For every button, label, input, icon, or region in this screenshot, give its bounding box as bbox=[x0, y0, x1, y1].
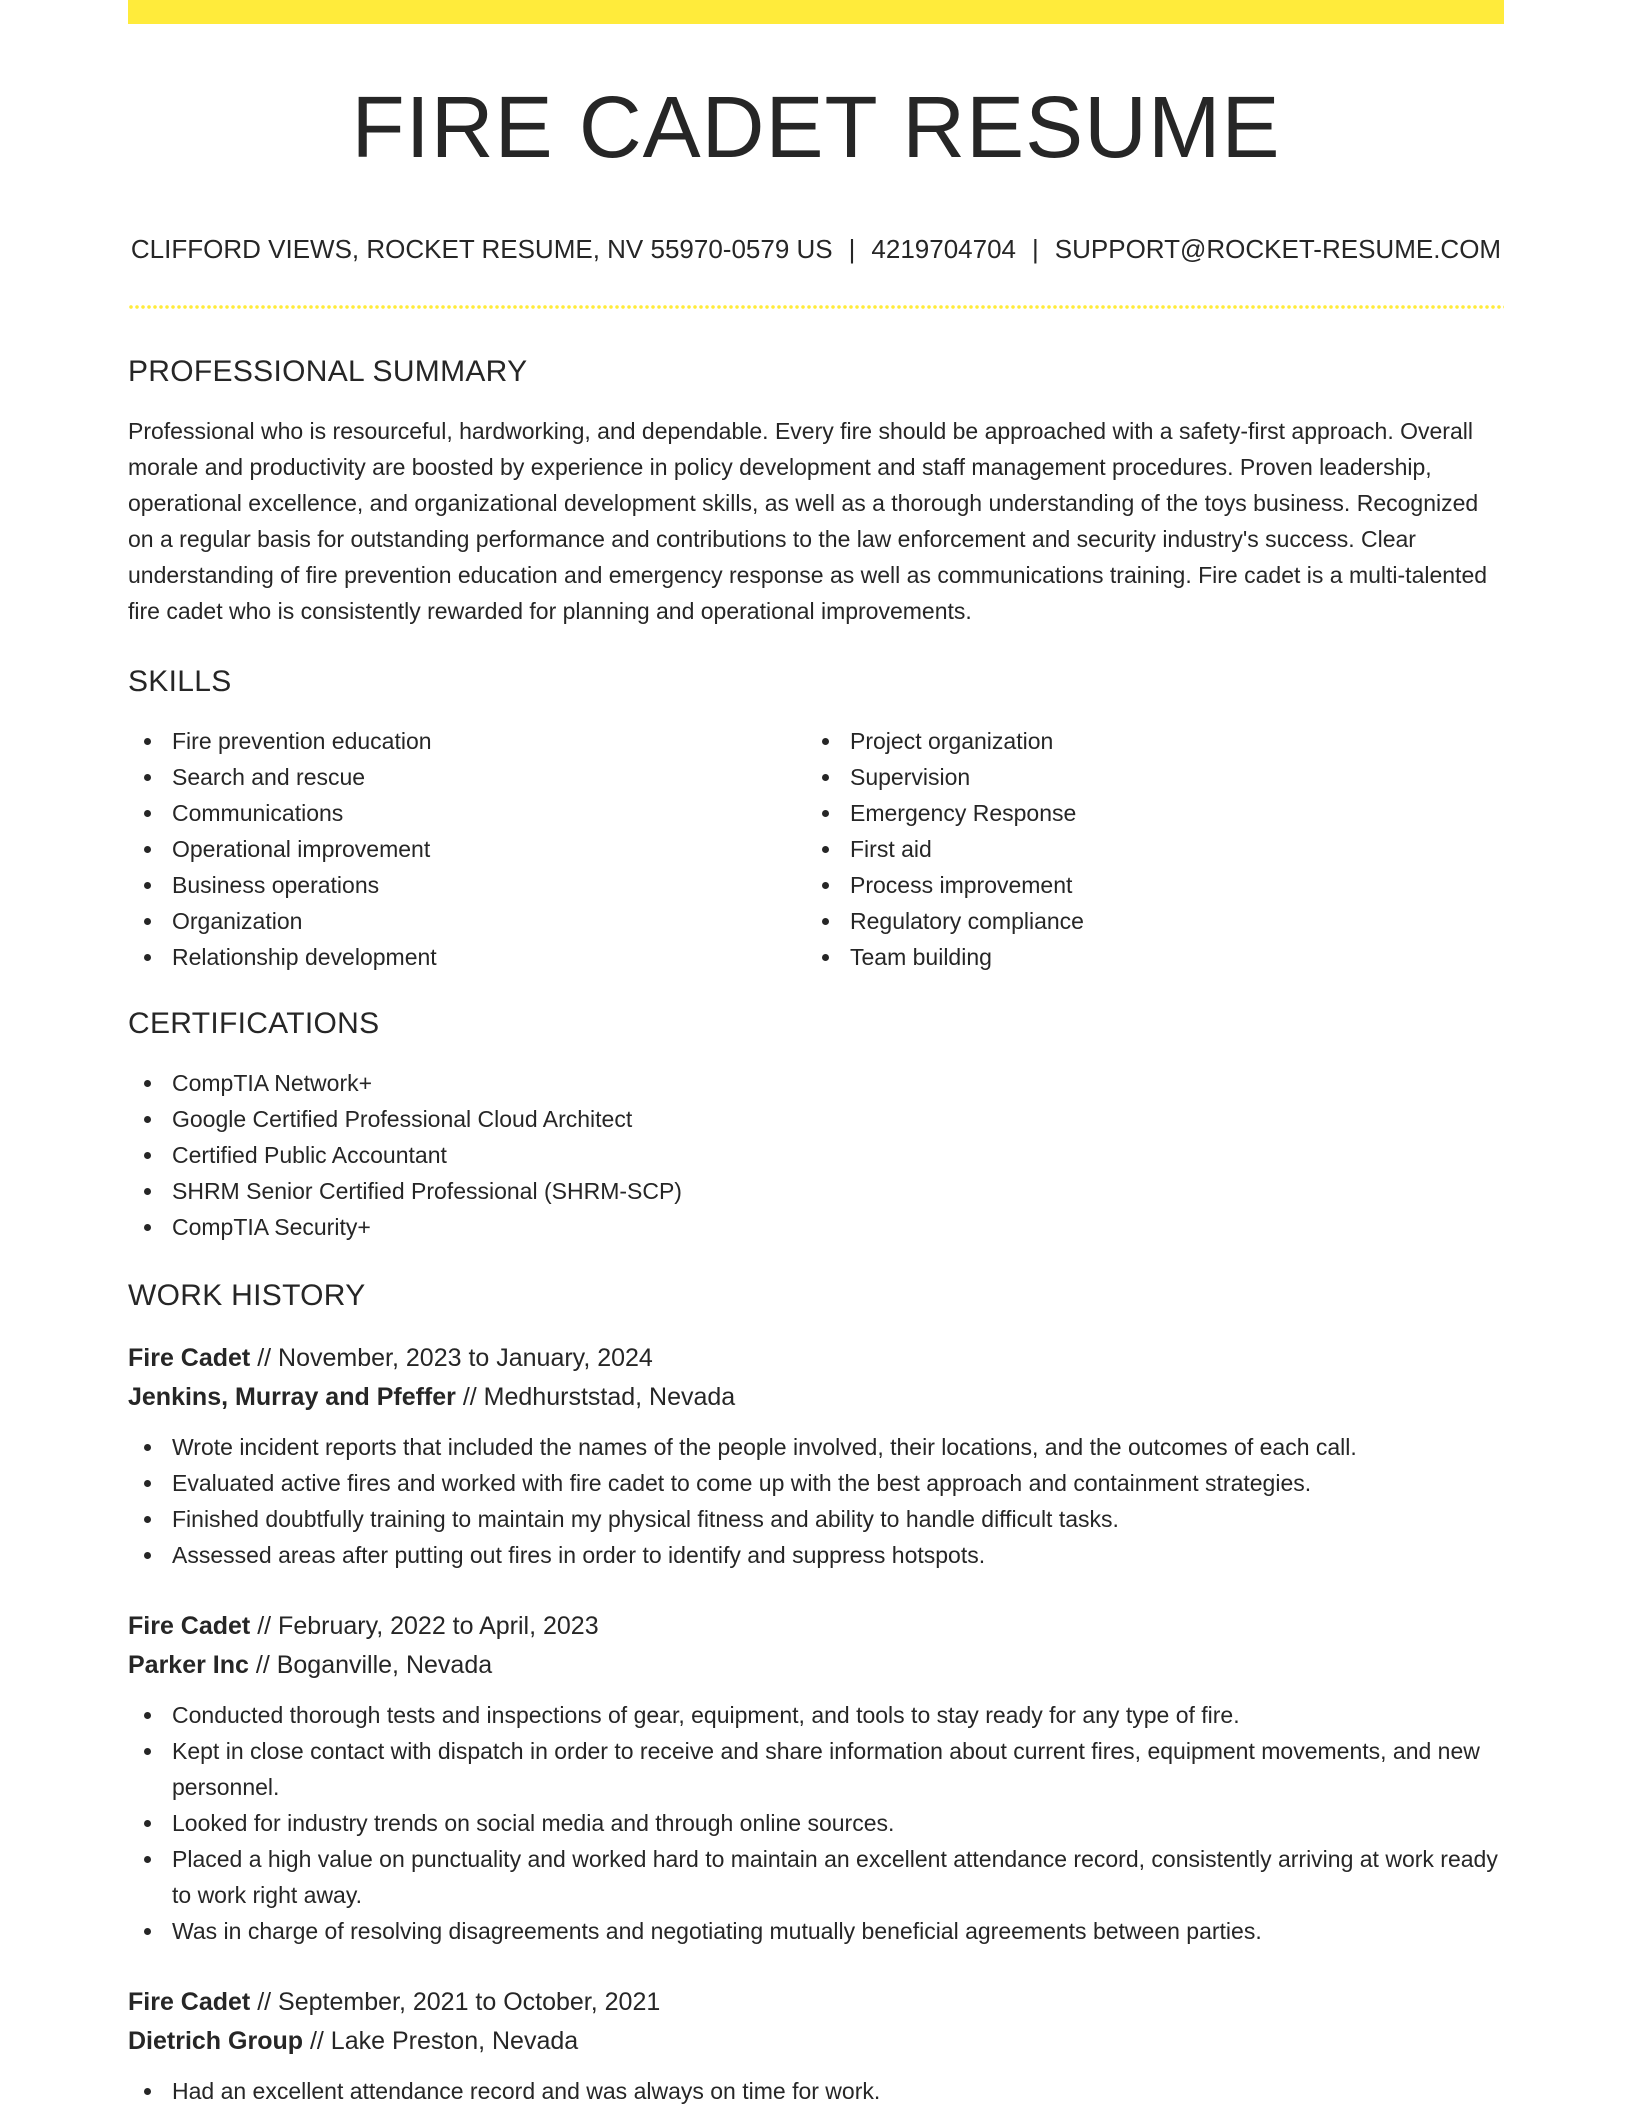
resume-title: FIRE CADET RESUME bbox=[351, 79, 1281, 176]
job-role-line bbox=[128, 1607, 1504, 1646]
skill-item: Regulatory compliance bbox=[806, 903, 1484, 939]
certification-item: CompTIA Network+ bbox=[128, 1065, 1504, 1101]
contact-line bbox=[128, 234, 1504, 265]
contact-address: CLIFFORD VIEWS, ROCKET RESUME, NV 55970-0579 US bbox=[130, 233, 833, 264]
job-dates: // November, 2023 to January, 2024 bbox=[250, 1343, 653, 1372]
job-bullets bbox=[128, 2073, 1504, 2109]
skill-item: Fire prevention education bbox=[128, 723, 806, 759]
job-bullet: Was in charge of resolving disagreements and negotiating mutually beneficial agreements between parties. bbox=[128, 1913, 1504, 1949]
dotted-divider bbox=[128, 305, 1504, 309]
job-bullet: Placed a high value on punctuality and worked hard to maintain an excellent attendance record, consistently arriving at work ready to work right away. bbox=[128, 1841, 1504, 1913]
job-company-line bbox=[128, 1378, 1504, 1417]
job-role-line bbox=[128, 1339, 1504, 1378]
job-company-line bbox=[128, 2022, 1504, 2061]
skill-item: Search and rescue bbox=[128, 759, 806, 795]
certifications-list bbox=[128, 1065, 1504, 1245]
job-bullet: Had an excellent attendance record and was always on time for work. bbox=[128, 2073, 1504, 2109]
job-dates: // September, 2021 to October, 2021 bbox=[250, 1987, 661, 2016]
job-bullet: Looked for industry trends on social media and through online sources. bbox=[128, 1805, 1504, 1841]
skills-column-left bbox=[128, 723, 806, 975]
job-bullets bbox=[128, 1429, 1504, 1573]
job-company: Dietrich Group bbox=[128, 2026, 304, 2055]
work-history-heading: WORK HISTORY bbox=[128, 1278, 366, 1312]
certification-item: Google Certified Professional Cloud Architect bbox=[128, 1101, 1504, 1137]
job-role: Fire Cadet bbox=[128, 1987, 251, 2016]
job-entry bbox=[128, 1339, 1504, 1573]
job-bullet: Finished doubtfully training to maintain my physical fitness and ability to handle difficult tasks. bbox=[128, 1501, 1504, 1537]
contact-phone: 4219704704 bbox=[871, 233, 1017, 264]
job-bullet: Kept in close contact with dispatch in order to receive and share information about current fires, equipment movements, and new personnel. bbox=[128, 1733, 1504, 1805]
job-location: // Medhurststad, Nevada bbox=[455, 1382, 736, 1411]
skill-item: Organization bbox=[128, 903, 806, 939]
summary-heading: PROFESSIONAL SUMMARY bbox=[128, 354, 528, 388]
skill-item: Supervision bbox=[806, 759, 1484, 795]
skills-grid bbox=[128, 723, 1504, 975]
job-role: Fire Cadet bbox=[128, 1611, 251, 1640]
job-location: // Lake Preston, Nevada bbox=[303, 2026, 579, 2055]
contact-email: SUPPORT@ROCKET-RESUME.COM bbox=[1054, 233, 1502, 264]
certification-item: Certified Public Accountant bbox=[128, 1137, 1504, 1173]
job-bullet: Conducted thorough tests and inspections of gear, equipment, and tools to stay ready for any type of fire. bbox=[128, 1697, 1504, 1733]
skill-item: Communications bbox=[128, 795, 806, 831]
skill-item: Team building bbox=[806, 939, 1484, 975]
job-bullet: Assessed areas after putting out fires in order to identify and suppress hotspots. bbox=[128, 1537, 1504, 1573]
skill-item: Operational improvement bbox=[128, 831, 806, 867]
certifications-heading: CERTIFICATIONS bbox=[128, 1006, 380, 1040]
accent-bar bbox=[128, 0, 1504, 24]
job-company: Parker Inc bbox=[128, 1650, 249, 1679]
skill-item: Emergency Response bbox=[806, 795, 1484, 831]
job-location: // Boganville, Nevada bbox=[248, 1650, 493, 1679]
skill-item: Process improvement bbox=[806, 867, 1484, 903]
job-entry bbox=[128, 1983, 1504, 2109]
job-bullets bbox=[128, 1697, 1504, 1949]
job-bullet: Evaluated active fires and worked with fire cadet to come up with the best approach and containment strategies. bbox=[128, 1465, 1504, 1501]
certification-item: SHRM Senior Certified Professional (SHRM-SCP) bbox=[128, 1173, 1504, 1209]
skill-item: Business operations bbox=[128, 867, 806, 903]
skills-heading: SKILLS bbox=[128, 664, 232, 698]
skill-item: First aid bbox=[806, 831, 1484, 867]
skills-column-right bbox=[806, 723, 1484, 975]
contact-separator: | bbox=[848, 233, 856, 264]
job-company-line bbox=[128, 1646, 1504, 1685]
job-company: Jenkins, Murray and Pfeffer bbox=[128, 1382, 456, 1411]
job-role: Fire Cadet bbox=[128, 1343, 251, 1372]
job-entry bbox=[128, 1607, 1504, 1949]
skill-item: Relationship development bbox=[128, 939, 806, 975]
skill-item: Project organization bbox=[806, 723, 1484, 759]
contact-separator: | bbox=[1032, 233, 1039, 264]
work-history-list bbox=[128, 1339, 1504, 2109]
job-bullet: Wrote incident reports that included the names of the people involved, their locations, and the outcomes of each call. bbox=[128, 1429, 1504, 1465]
resume-page bbox=[128, 0, 1504, 2109]
summary-text: Professional who is resourceful, hardworking, and dependable. Every fire should be approached with a safety-first approach. Overall morale and productivity are boosted by experience in policy development and staff management procedures. Proven leadership, operational excellence, and organizational development skills, as well as a thorough understanding of the toys business. Recognized on a regular basis for outstanding performance and contributions to the law enforcement and security industry's success. Clear understanding of fire prevention education and emergency response as well as communications training. Fire cadet is a multi-talented fire cadet who is consistently rewarded for planning and operational improvements. bbox=[128, 417, 1488, 624]
job-dates: // February, 2022 to April, 2023 bbox=[250, 1611, 599, 1640]
certification-item: CompTIA Security+ bbox=[128, 1209, 1504, 1245]
job-role-line bbox=[128, 1983, 1504, 2022]
